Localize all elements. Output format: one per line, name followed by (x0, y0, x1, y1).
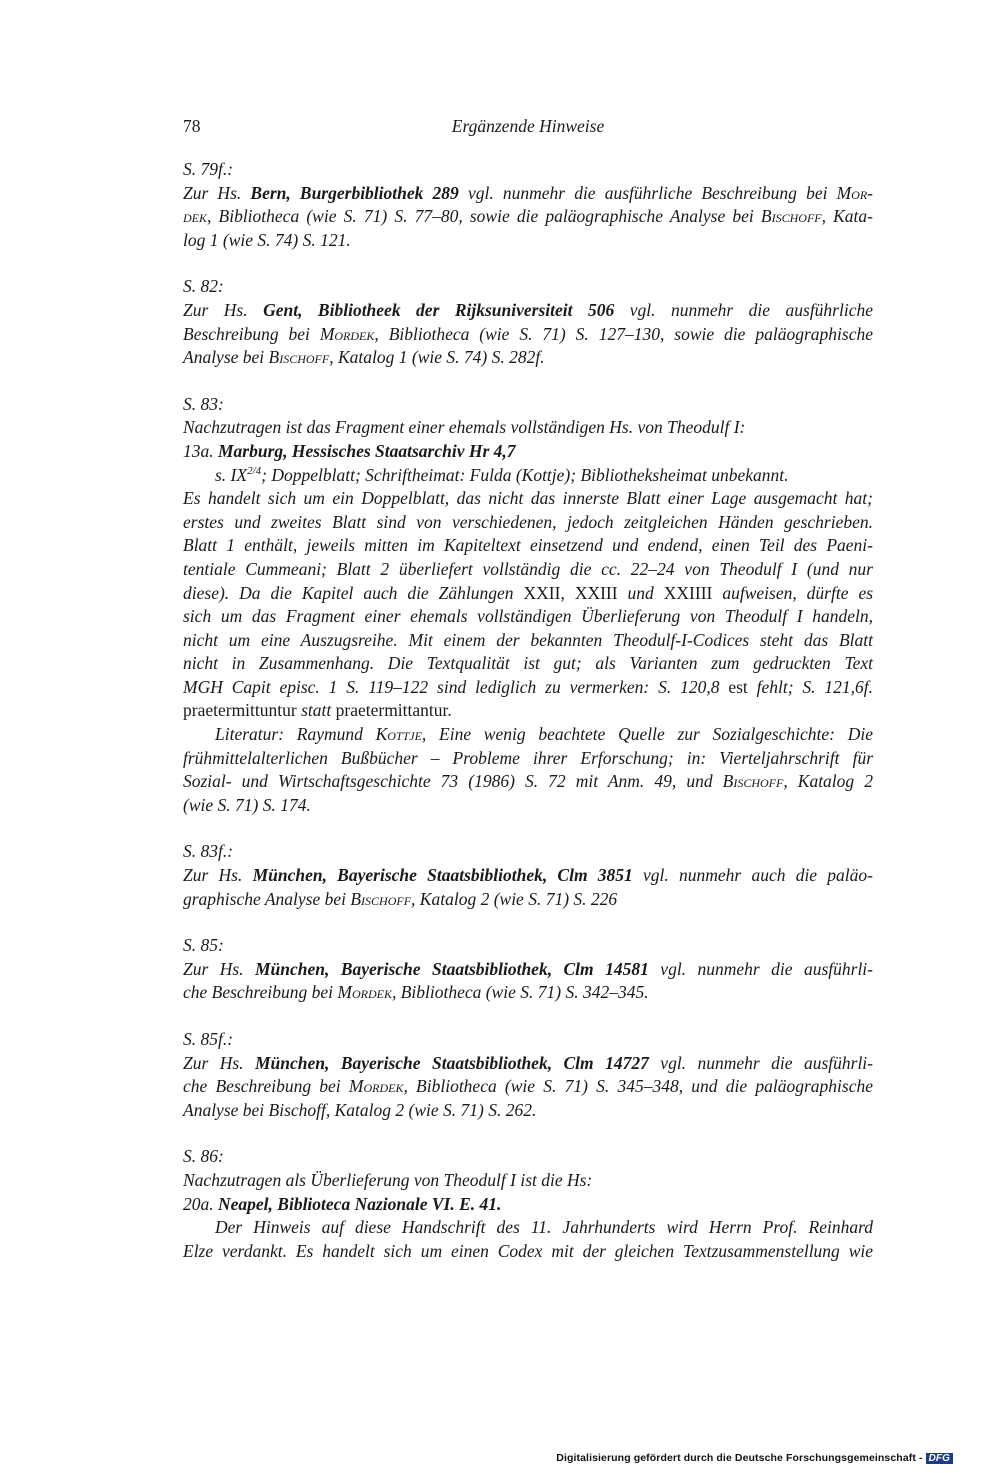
text-line: Zur Hs. München, Bayerische Staatsbibliothek, Clm 14727 vgl. nunmehr die ausführli- (183, 1052, 873, 1073)
entry-s83 (183, 393, 873, 818)
literature-line: Sozial- und Wirtschaftsgeschichte 73 (1986) S. 72 mit Anm. 49, und Bischoff, Katalog 2 (183, 771, 873, 792)
text-line: Beschreibung bei Mordek, Bibliotheca (wie S. 71) S. 127–130, sowie die paläographische (183, 323, 873, 344)
page-reference: S. 85: (183, 935, 224, 956)
intro-text: Nachzutragen als Überlieferung von Theodulf I ist die Hs: (183, 1169, 593, 1190)
running-head: Ergänzende Hinweise (451, 116, 605, 136)
author-name: dek (183, 206, 207, 227)
text-line: diese). Da die Kapitel auch die Zählungen XXII, XXIII und XXIIII aufweisen, dürfte es (183, 582, 874, 603)
author-name: Mordek (337, 982, 392, 1003)
author-name: Bischoff (268, 347, 330, 368)
manuscript-title: München, Bayerische Staatsbibliothek, Clm 14581 (255, 958, 649, 979)
author-name: Mordek (348, 1076, 404, 1097)
manuscript-heading: 13a. Marburg, Hessisches Staatsarchiv Hr 4,7 (183, 440, 516, 461)
manuscript-title: Marburg, Hessisches Staatsarchiv Hr 4,7 (218, 440, 516, 461)
manuscript-title: Neapel, Biblioteca Nazionale VI. E. 41. (218, 1193, 502, 1214)
author-name: Bischoff (722, 771, 784, 792)
text-line: Es handelt sich um ein Doppelblatt, das nicht das innerste Blatt einer Lage ausgemacht hat; (183, 488, 873, 509)
text-line: erstes und zweites Blatt sind von verschiedenen, jedoch zeitgleichen Händen geschrieben. (183, 511, 873, 532)
literature-line: (wie S. 71) S. 174. (183, 794, 311, 815)
text-line: che Beschreibung bei Mordek, Bibliotheca (wie S. 71) S. 345–348, und die paläographische (183, 1076, 873, 1097)
text-line: Blatt 1 enthält, jeweils mitten im Kapiteltext einsetzend und endend, einen Teil des Paeni- (183, 535, 873, 556)
entry-s82 (183, 275, 873, 369)
text-line: sich um das Fragment einer ehemals vollständigen Überlieferung von Theodulf I handeln, (183, 606, 873, 627)
text-line: MGH Capit episc. 1 S. 119–122 sind lediglich zu vermerken: S. 120,8 est fehlt; S. 121,6f. (183, 676, 873, 697)
author-name: Mordek (319, 323, 375, 344)
manuscript-title: München, Bayerische Staatsbibliothek, Clm 14727 (255, 1052, 649, 1073)
page-reference: S. 83f.: (183, 841, 234, 862)
text-line: Zur Hs. Gent, Bibliotheek der Rijksuniversiteit 506 vgl. nunmehr die ausführliche (183, 299, 874, 320)
text-line: Der Hinweis auf diese Handschrift des 11. Jahrhunderts wird Herrn Prof. Reinhard (215, 1217, 873, 1238)
text-line: nicht in Zusammenhang. Die Textqualität ist gut; als Varianten zum gedruckten Text (183, 653, 873, 674)
text-line: log 1 (wie S. 74) S. 121. (183, 229, 351, 250)
page-reference: S. 86: (183, 1146, 224, 1167)
text-line: praetermittuntur statt praetermittantur. (183, 700, 452, 721)
page-reference: S. 82: (183, 276, 224, 297)
author-name: Kottje (375, 724, 422, 745)
page-body (183, 158, 873, 1286)
text-line: nicht um eine Auszugsreihe. Mit einem der bekannten Theodulf-I-Codices steht das Blatt (183, 629, 873, 650)
manuscript-heading: 20a. Neapel, Biblioteca Nazionale VI. E. 41. (183, 1193, 502, 1214)
text-line: Zur Hs. München, Bayerische Staatsbibliothek, Clm 3851 vgl. nunmehr auch die paläo- (183, 865, 873, 886)
page-reference: S. 83: (183, 393, 224, 414)
entry-s85 (183, 934, 873, 1005)
text-line: che Beschreibung bei Mordek, Bibliotheca (wie S. 71) S. 342–345. (183, 982, 649, 1003)
author-name: Bischoff (760, 206, 822, 227)
author-name: Mor- (836, 182, 873, 203)
digitization-credit: Digitalisierung gefördert durch die Deutsche Forschungsgemeinschaft - DFG (556, 1452, 953, 1468)
entry-s79f (183, 158, 873, 252)
page-header (183, 116, 873, 140)
date-line: s. $IX^{2/4}$; Doppelblatt; Schriftheimat: Fulda (Kottje); Bibliotheksheimat unbekannt. (215, 464, 789, 485)
entry-s85f (183, 1028, 873, 1122)
manuscript-title: München, Bayerische Staatsbibliothek, Clm 3851 (252, 865, 633, 886)
author-name: Bischoff (350, 888, 412, 909)
text-line: tentiale Cummeani; Blatt 2 überliefert vollständig die cc. 22–24 von Theodulf I (und nur (183, 558, 873, 579)
text-line: Analyse bei Bischoff, Katalog 2 (wie S. 71) S. 262. (183, 1099, 537, 1120)
page-reference: S. 85f.: (183, 1029, 234, 1049)
text-line: Zur Hs. Bern, Burgerbibliothek 289 vgl. nunmehr die ausführliche Beschreibung bei Mor- (183, 182, 873, 203)
entry-s86 (183, 1145, 873, 1263)
intro-text: Nachzutragen ist das Fragment einer ehemals vollständigen Hs. von Theodulf I: (183, 417, 746, 438)
text-line: Analyse bei Bischoff, Katalog 1 (wie S. 74) S. 282f. (183, 347, 545, 368)
literature-line: Literatur: Raymund Kottje, Eine wenig beachtete Quelle zur Sozialgeschichte: Die (215, 724, 873, 745)
literature-line: frühmittelalterlichen Bußbücher – Probleme ihrer Erforschung; in: Vierteljahrschrift für (183, 747, 873, 768)
entry-s83f (183, 840, 873, 911)
text-line: Elze verdankt. Es handelt sich um einen Codex mit der gleichen Textzusammenstellung wie (183, 1240, 873, 1261)
manuscript-title: Bern, Burgerbibliothek 289 (250, 182, 459, 203)
text-line: dek, Bibliotheca (wie S. 71) S. 77–80, sowie die paläographische Analyse bei Bischoff, Kata- (183, 206, 873, 227)
dfg-logo: DFG (926, 1453, 953, 1464)
page-reference: S. 79f.: (183, 159, 234, 179)
page-number: 78 (183, 116, 201, 136)
text-line: graphische Analyse bei Bischoff, Katalog 2 (wie S. 71) S. 226 (183, 888, 618, 909)
manuscript-title: Gent, Bibliotheek der Rijksuniversiteit 506 (263, 299, 615, 320)
text-line: Zur Hs. München, Bayerische Staatsbibliothek, Clm 14581 vgl. nunmehr die ausführli- (183, 958, 873, 979)
